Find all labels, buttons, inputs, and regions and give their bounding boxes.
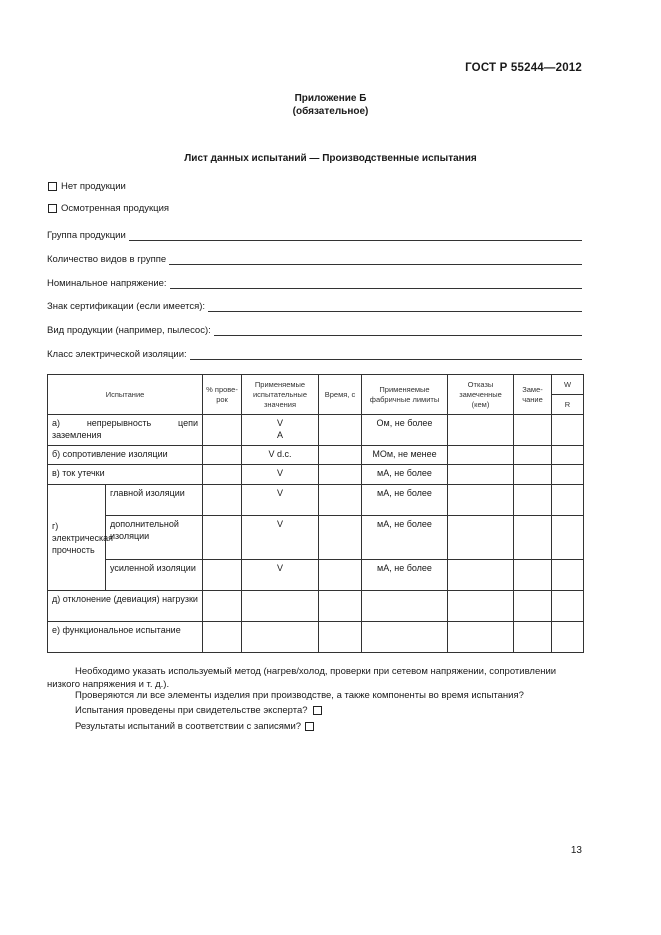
- field-line[interactable]: [129, 230, 582, 241]
- checkbox-inspected-production[interactable]: [48, 203, 169, 214]
- cell[interactable]: [552, 560, 584, 591]
- cell[interactable]: [552, 591, 584, 622]
- standard-number: ГОСТ Р 55244—2012: [465, 62, 582, 74]
- table-row: [48, 560, 584, 591]
- row-label-functional: е) функциональное испытание: [48, 622, 203, 653]
- header-limits: Применяемые фабричные лимиты: [362, 375, 448, 415]
- test-data-table: [47, 374, 584, 653]
- cell[interactable]: [448, 622, 514, 653]
- cell[interactable]: [448, 485, 514, 516]
- cell[interactable]: [552, 516, 584, 560]
- note-expert-text: Испытания проведены при свидетельстве эксперта?: [75, 705, 308, 716]
- cell[interactable]: [319, 465, 362, 485]
- cell[interactable]: [448, 591, 514, 622]
- cell[interactable]: [242, 591, 319, 622]
- cell[interactable]: [319, 622, 362, 653]
- note-method: Необходимо указать используемый метод (нагрев/холод, проверки при сетевом напряжении, сопротивлении низкого напряжения и т. д.).: [47, 666, 557, 690]
- cell[interactable]: [319, 415, 362, 446]
- cell[interactable]: [319, 485, 362, 516]
- header-failures: Отказы замеченные (кем): [448, 375, 514, 415]
- field-label: Группа продукции: [47, 230, 126, 241]
- cell[interactable]: [448, 465, 514, 485]
- cell[interactable]: [362, 591, 448, 622]
- cell[interactable]: [514, 560, 552, 591]
- table-row: [48, 415, 584, 446]
- field-line[interactable]: [190, 349, 582, 360]
- field-product-type[interactable]: [47, 322, 582, 336]
- field-line[interactable]: [170, 278, 582, 289]
- cell[interactable]: [448, 560, 514, 591]
- cell-applied: V: [242, 485, 319, 516]
- cell[interactable]: [203, 516, 242, 560]
- header-test: Испытание: [48, 375, 203, 415]
- checkbox-results[interactable]: [305, 722, 314, 731]
- applied-value: A: [276, 430, 283, 440]
- field-line[interactable]: [208, 301, 582, 312]
- cell[interactable]: [514, 591, 552, 622]
- field-insulation-class[interactable]: [47, 346, 582, 360]
- table-row: [48, 516, 584, 560]
- appendix-subtitle: (обязательное): [292, 106, 369, 117]
- field-types-count[interactable]: [47, 251, 582, 265]
- row-sublabel-reinforced: усиленной изоляции: [106, 560, 203, 591]
- table-row: [48, 465, 584, 485]
- cell-limit: Ом, не более: [362, 415, 448, 446]
- cell[interactable]: [552, 446, 584, 465]
- header-remark: Заме-чание: [514, 375, 552, 415]
- field-rated-voltage[interactable]: [47, 275, 582, 289]
- checkbox-box[interactable]: [48, 204, 57, 213]
- note-results-text: Результаты испытаний в соответствии с записями?: [75, 721, 302, 732]
- field-label: Вид продукции (например, пылесос):: [47, 325, 211, 336]
- cell[interactable]: [514, 446, 552, 465]
- cell[interactable]: [242, 622, 319, 653]
- page-number: 13: [570, 845, 582, 856]
- sheet-title: Лист данных испытаний — Производственные испытания: [184, 153, 477, 164]
- table-row: [48, 591, 584, 622]
- cell[interactable]: [203, 465, 242, 485]
- table-row: [48, 485, 584, 516]
- cell[interactable]: [514, 415, 552, 446]
- field-label: Номинальное напряжение:: [47, 278, 167, 289]
- cell[interactable]: [514, 516, 552, 560]
- field-label: Класс электрической изоляции:: [47, 349, 187, 360]
- cell-applied[interactable]: [242, 415, 319, 446]
- field-product-group[interactable]: [47, 227, 582, 241]
- row-sublabel-supplementary: дополнительной изоляции: [106, 516, 203, 560]
- cell[interactable]: [514, 485, 552, 516]
- cell-limit: мА, не более: [362, 465, 448, 485]
- cell-applied: V: [242, 560, 319, 591]
- cell[interactable]: [552, 622, 584, 653]
- cell-limit: мА, не более: [362, 560, 448, 591]
- cell[interactable]: [514, 622, 552, 653]
- cell[interactable]: [203, 591, 242, 622]
- field-label: Количество видов в группе: [47, 254, 167, 265]
- cell[interactable]: [203, 446, 242, 465]
- checkbox-label: Нет продукции: [61, 181, 126, 192]
- cell[interactable]: [362, 622, 448, 653]
- cell-limit: мА, не более: [362, 485, 448, 516]
- field-line[interactable]: [214, 325, 582, 336]
- note-components: Проверяются ли все элементы изделия при производстве, а также компоненты во время испытания?: [75, 690, 524, 701]
- field-line[interactable]: [169, 254, 582, 265]
- cell-limit: МОм, не менее: [362, 446, 448, 465]
- cell[interactable]: [319, 446, 362, 465]
- appendix-title: Приложение Б: [294, 93, 367, 104]
- checkbox-no-production[interactable]: [48, 181, 126, 192]
- cell[interactable]: [514, 465, 552, 485]
- header-r: R: [552, 395, 584, 415]
- cell-applied: V: [242, 465, 319, 485]
- appendix-heading: [0, 92, 661, 118]
- checkbox-box[interactable]: [48, 182, 57, 191]
- cell[interactable]: [203, 622, 242, 653]
- table-row: [48, 622, 584, 653]
- cell[interactable]: [203, 560, 242, 591]
- cell[interactable]: [319, 560, 362, 591]
- header-w: W: [552, 375, 584, 395]
- header-percent: % прове-рок: [203, 375, 242, 415]
- field-certification-mark[interactable]: [47, 298, 582, 312]
- row-label-deviation: д) отклонение (девиация) нагрузки: [48, 591, 203, 622]
- cell-applied: V: [242, 516, 319, 560]
- cell[interactable]: [552, 415, 584, 446]
- row-sublabel-basic: главной изоляции: [106, 485, 203, 516]
- cell[interactable]: [552, 485, 584, 516]
- row-label-continuity: а) непрерывность цепи заземления: [48, 415, 203, 446]
- checkbox-label: Осмотренная продукция: [61, 203, 170, 214]
- note-results: [75, 720, 583, 733]
- cell[interactable]: [448, 415, 514, 446]
- header-time: Время, с: [319, 375, 362, 415]
- header-applied: Применяемые испытательные значения: [242, 375, 319, 415]
- cell[interactable]: [552, 465, 584, 485]
- table-row: [48, 446, 584, 465]
- field-label: Знак сертификации (если имеется):: [47, 301, 206, 312]
- applied-value: V: [276, 418, 283, 428]
- row-label-leakage: в) ток утечки: [48, 465, 203, 485]
- cell[interactable]: [319, 591, 362, 622]
- cell[interactable]: [203, 485, 242, 516]
- row-label-insulation: б) сопротивление изоляции: [48, 446, 203, 465]
- cell[interactable]: [319, 516, 362, 560]
- cell-limit: мА, не более: [362, 516, 448, 560]
- cell-applied: V d.c.: [242, 446, 319, 465]
- cell[interactable]: [448, 446, 514, 465]
- cell[interactable]: [203, 415, 242, 446]
- note-expert: [75, 704, 583, 717]
- cell[interactable]: [448, 516, 514, 560]
- row-label-strength: г) электрическая прочность: [48, 485, 106, 591]
- checkbox-expert[interactable]: [313, 706, 322, 715]
